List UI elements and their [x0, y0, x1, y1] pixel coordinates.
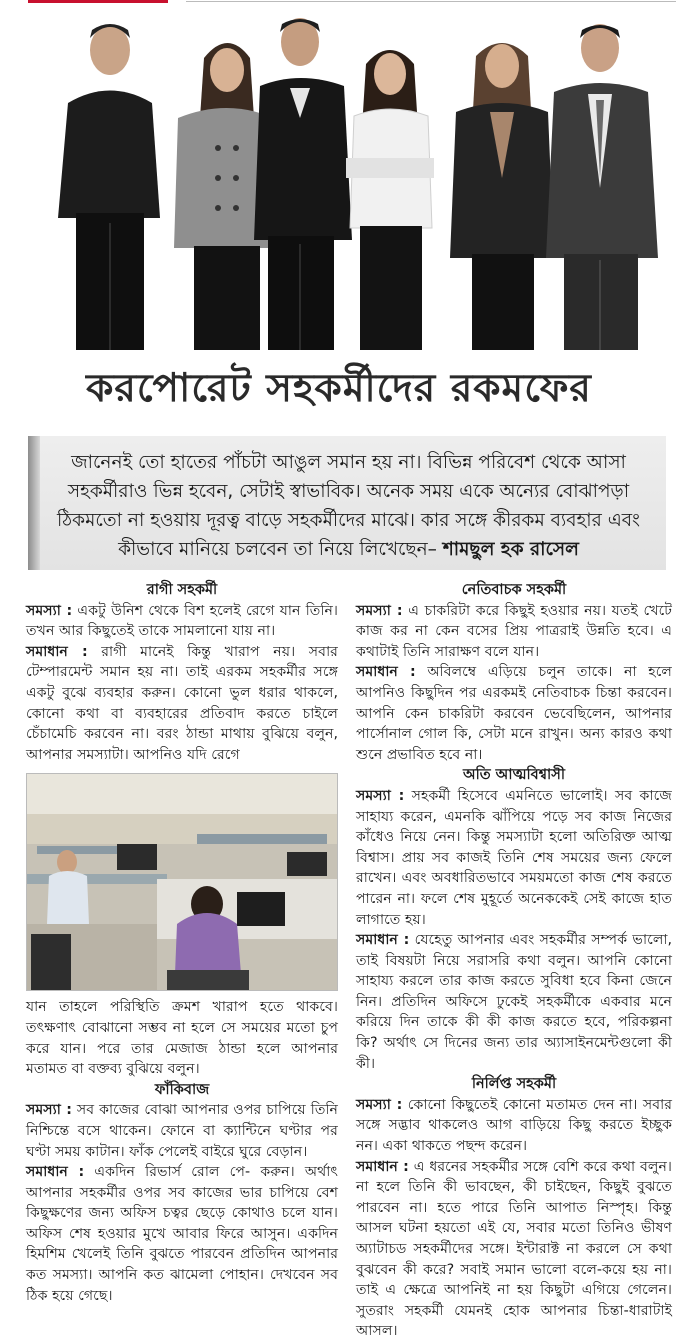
intro-accent-bar	[28, 436, 40, 570]
intro-body: জানেনই তো হাতের পাঁচটা আঙুল সমান হয় না। বিভিন্ন পরিবেশ থেকে আসা সহকর্মীরাও ভিন্ন হবেন, সেটাই স্বাভাবিক। অনেক সময় একে অন্যের বোঝাপড়া ঠিকমতো না হওয়ায় দূরত্ব বাড়ে সহকর্মীদের মাঝে। কার সঙ্গে কীরকম ব্যবহার এবং কীভাবে মানিয়ে চলবেন তা নিয়ে লিখেছেন–	[56, 452, 641, 560]
section-title-detached: নির্লিপ্ত সহকর্মী	[471, 1076, 557, 1093]
top-rule-gray	[186, 1, 676, 2]
solution-label: সমাধান :	[26, 643, 88, 660]
top-rule-red	[28, 0, 168, 3]
shirker-solution	[26, 1162, 338, 1306]
problem-text: সহকর্মী হিসেবে এমনিতে ভালোই। সব কাজে সাহায্য করেন, এমনকি ঝাঁপিয়ে পড়ে সব কাজ নিজের কাঁধেও নিয়ে নেন। কিন্তু সমস্যাটা হলো অতিরিক্ত আত্ম বিশ্বাস। প্রায় সব কাজই তিনি শেষ সময়ের জন্য ফেলে রাখেন। এবং অবধারিতভাবে সময়মতো কাজ শেষ করতে পারেন না। ফলে শেষ মুহূর্তে অনেককেই সেই কাজে হাত লাগাতে হয়।	[356, 787, 672, 928]
angry-problem	[26, 601, 338, 642]
solution-text: এ ধরনের সহকর্মীর সঙ্গে বেশি করে কথা বলুন। না হলে তিনি কী ভাবছেন, কী চাইছেন, কিছুই বুঝতে পারবেন না। হতে পারে তিনি আপাত নিস্পৃহ। কিন্তু আসল ঘটনা হয়তো এই যে, সবার মতো তিনিও ভীষণ অ্যাটাচড সহকর্মীদের সঙ্গে। ইন্টারাক্ট না করলে সে কথা বুঝবেন কী করে? সবাই সমান ভালো বলে-কয়ে হয় না। তাই এ ক্ষেত্রে আপনিই না হয় কিছুটা এগিয়ে গেলেন। সুতরাং সহকর্মী যেমনই হোক আপনার চিন্তা-ধারাটাই আসল।	[356, 1158, 672, 1340]
negative-solution	[356, 662, 672, 765]
overconfident-problem	[356, 786, 672, 930]
shirker-problem	[26, 1100, 338, 1162]
section-title-shirker: ফাঁকিবাজ	[154, 1081, 210, 1098]
problem-label: সমস্যা :	[356, 1096, 403, 1113]
solution-label: সমাধান :	[356, 1158, 409, 1175]
right-column	[356, 580, 672, 1342]
section-title-angry: রাগী সহকর্মী	[146, 582, 218, 598]
solution-text: রাগী মানেই কিন্তু খারাপ নয়। সবার টেম্পারমেন্ট সমান হয় না। তাই এরকম সহকর্মীর সঙ্গে একটু বুঝে ব্যবহার করুন। কোনো ভুল ধরার থাকলে, কোনো কথা বা ব্যবহারের প্রতিবাদ করতে চাইলে চেঁচামেচি করবেন না। বরং ঠান্ডা মাথায় বুঝিয়ে বলুন, আপনার সমস্যাটা। আপনিও যদি রেগে	[26, 643, 338, 763]
solution-label: সমাধান :	[26, 1164, 85, 1181]
problem-label: সমস্যা :	[356, 602, 403, 619]
solution-label: সমাধান :	[356, 664, 416, 681]
angry-solution-cont: যান তাহলে পরিস্থিতি ক্রমশ খারাপ হতে থাকবে। তৎক্ষণাৎ বোঝানো সম্ভব না হলে সে সময়ের মতো চুপ করে যান। পরে তার মেজাজ ঠান্ডা হলে আপনার মতামত বা বক্তব্য বুঝিয়ে বলুন।	[26, 999, 338, 1078]
article-headline: করপোরেট সহকর্মীদের রকমফের	[86, 366, 592, 411]
office-photo	[26, 773, 338, 991]
author-name: শামছুল হক রাসেল	[442, 539, 579, 560]
solution-text: যেহেতু আপনার এবং সহকর্মীর সম্পর্ক ভালো, তাই বিষয়টা নিয়ে সরাসরি কথা বলুন। আপনি কোনো সাহায্য করলে তার কাজ করতে সুবিধা হবে কিনা জেনে নিন। প্রতিদিন অফিসে ঢুকেই সহকর্মীকে একবার মনে করিয়ে দিন তাকে কী কী কাজ করতে হবে, পরিকল্পনা কি? অর্থাৎ সে দিনের জন্য তার অ্যাসাইনমেন্টগুলো কী কী।	[356, 932, 673, 1072]
problem-text: সব কাজের বোঝা আপনার ওপর চাপিয়ে তিনি নিশ্চিন্তে বসে থাকেন। ফোনে বা ক্যান্টিনে ঘণ্টার পর ঘণ্টা সময় কাটান। ফাঁক পেলেই বাইরে ঘুরে বেড়ান।	[26, 1102, 338, 1160]
problem-label: সমস্যা :	[356, 787, 405, 804]
solution-text: একদিন রিভার্স রোল পে- করুন। অর্থাৎ আপনার সহকর্মীর ওপর সব কাজের ভার চাপিয়ে বেশ কিছুক্ষণের জন্য অফিস চত্বর ছেড়ে কোথাও চলে যান। অফিস শেষ হওয়ার মুখে আবার ফিরে আসুন। একদিন হিমশিম খেলেই তিনি বুঝতে পারবেন প্রতিদিন আপনার কত সমস্যা। আপনি কত ঝামেলা পোহান। দেখবেন সব ঠিক হয়ে গেছে।	[26, 1164, 338, 1304]
angry-solution	[26, 642, 338, 766]
section-title-negative: নেতিবাচক সহকর্মী	[461, 582, 567, 598]
solution-label: সমাধান :	[356, 932, 410, 949]
detached-problem	[356, 1095, 672, 1157]
problem-label: সমস্যা :	[26, 602, 73, 619]
solution-text: অবিলম্বে এড়িয়ে চলুন তাকে। না হলে আপনিও কিছুদিন পর এরকমই নেতিবাচক চিন্তা করবেন। আপনি কেন চাকরিটা করবেন ভেবেছিলেন, আপনার পার্সোনাল গোল কি, সেটা মনে রাখুন। অন্য কারও কথা শুনে প্রভাবিত হবে না।	[356, 664, 673, 763]
negative-problem	[356, 601, 672, 663]
left-column	[26, 580, 338, 1306]
problem-label: সমস্যা :	[26, 1102, 72, 1119]
intro-text	[35, 436, 666, 564]
intro-box	[28, 436, 666, 570]
section-title-overconfident: অতি আত্মবিশ্বাসী	[463, 767, 565, 784]
detached-solution	[356, 1157, 672, 1342]
problem-text: এ চাকরিটা করে কিছুই হওয়ার নয়। যতই খেটে কাজ কর না কেন বসের প্রিয় পাত্ররাই উন্নতি হবে। এ কথাটাই তিনি সারাক্ষণ বলে যান।	[356, 602, 673, 660]
problem-text: একটু উনিশ থেকে বিশ হলেই রেগে যান তিনি। তখন আর কিছুতেই তাকে সামলানো যায় না।	[26, 602, 339, 640]
problem-text: কোনো কিছুতেই কোনো মতামত দেন না। সবার সঙ্গে সদ্ভাব থাকলেও আগ বাড়িয়ে কিছু করতে ইচ্ছুক নন। একা থাকতে পছন্দ করেন।	[356, 1096, 673, 1155]
overconfident-solution	[356, 930, 672, 1074]
top-rule	[0, 0, 678, 4]
hero-photo-colleagues	[28, 8, 668, 350]
